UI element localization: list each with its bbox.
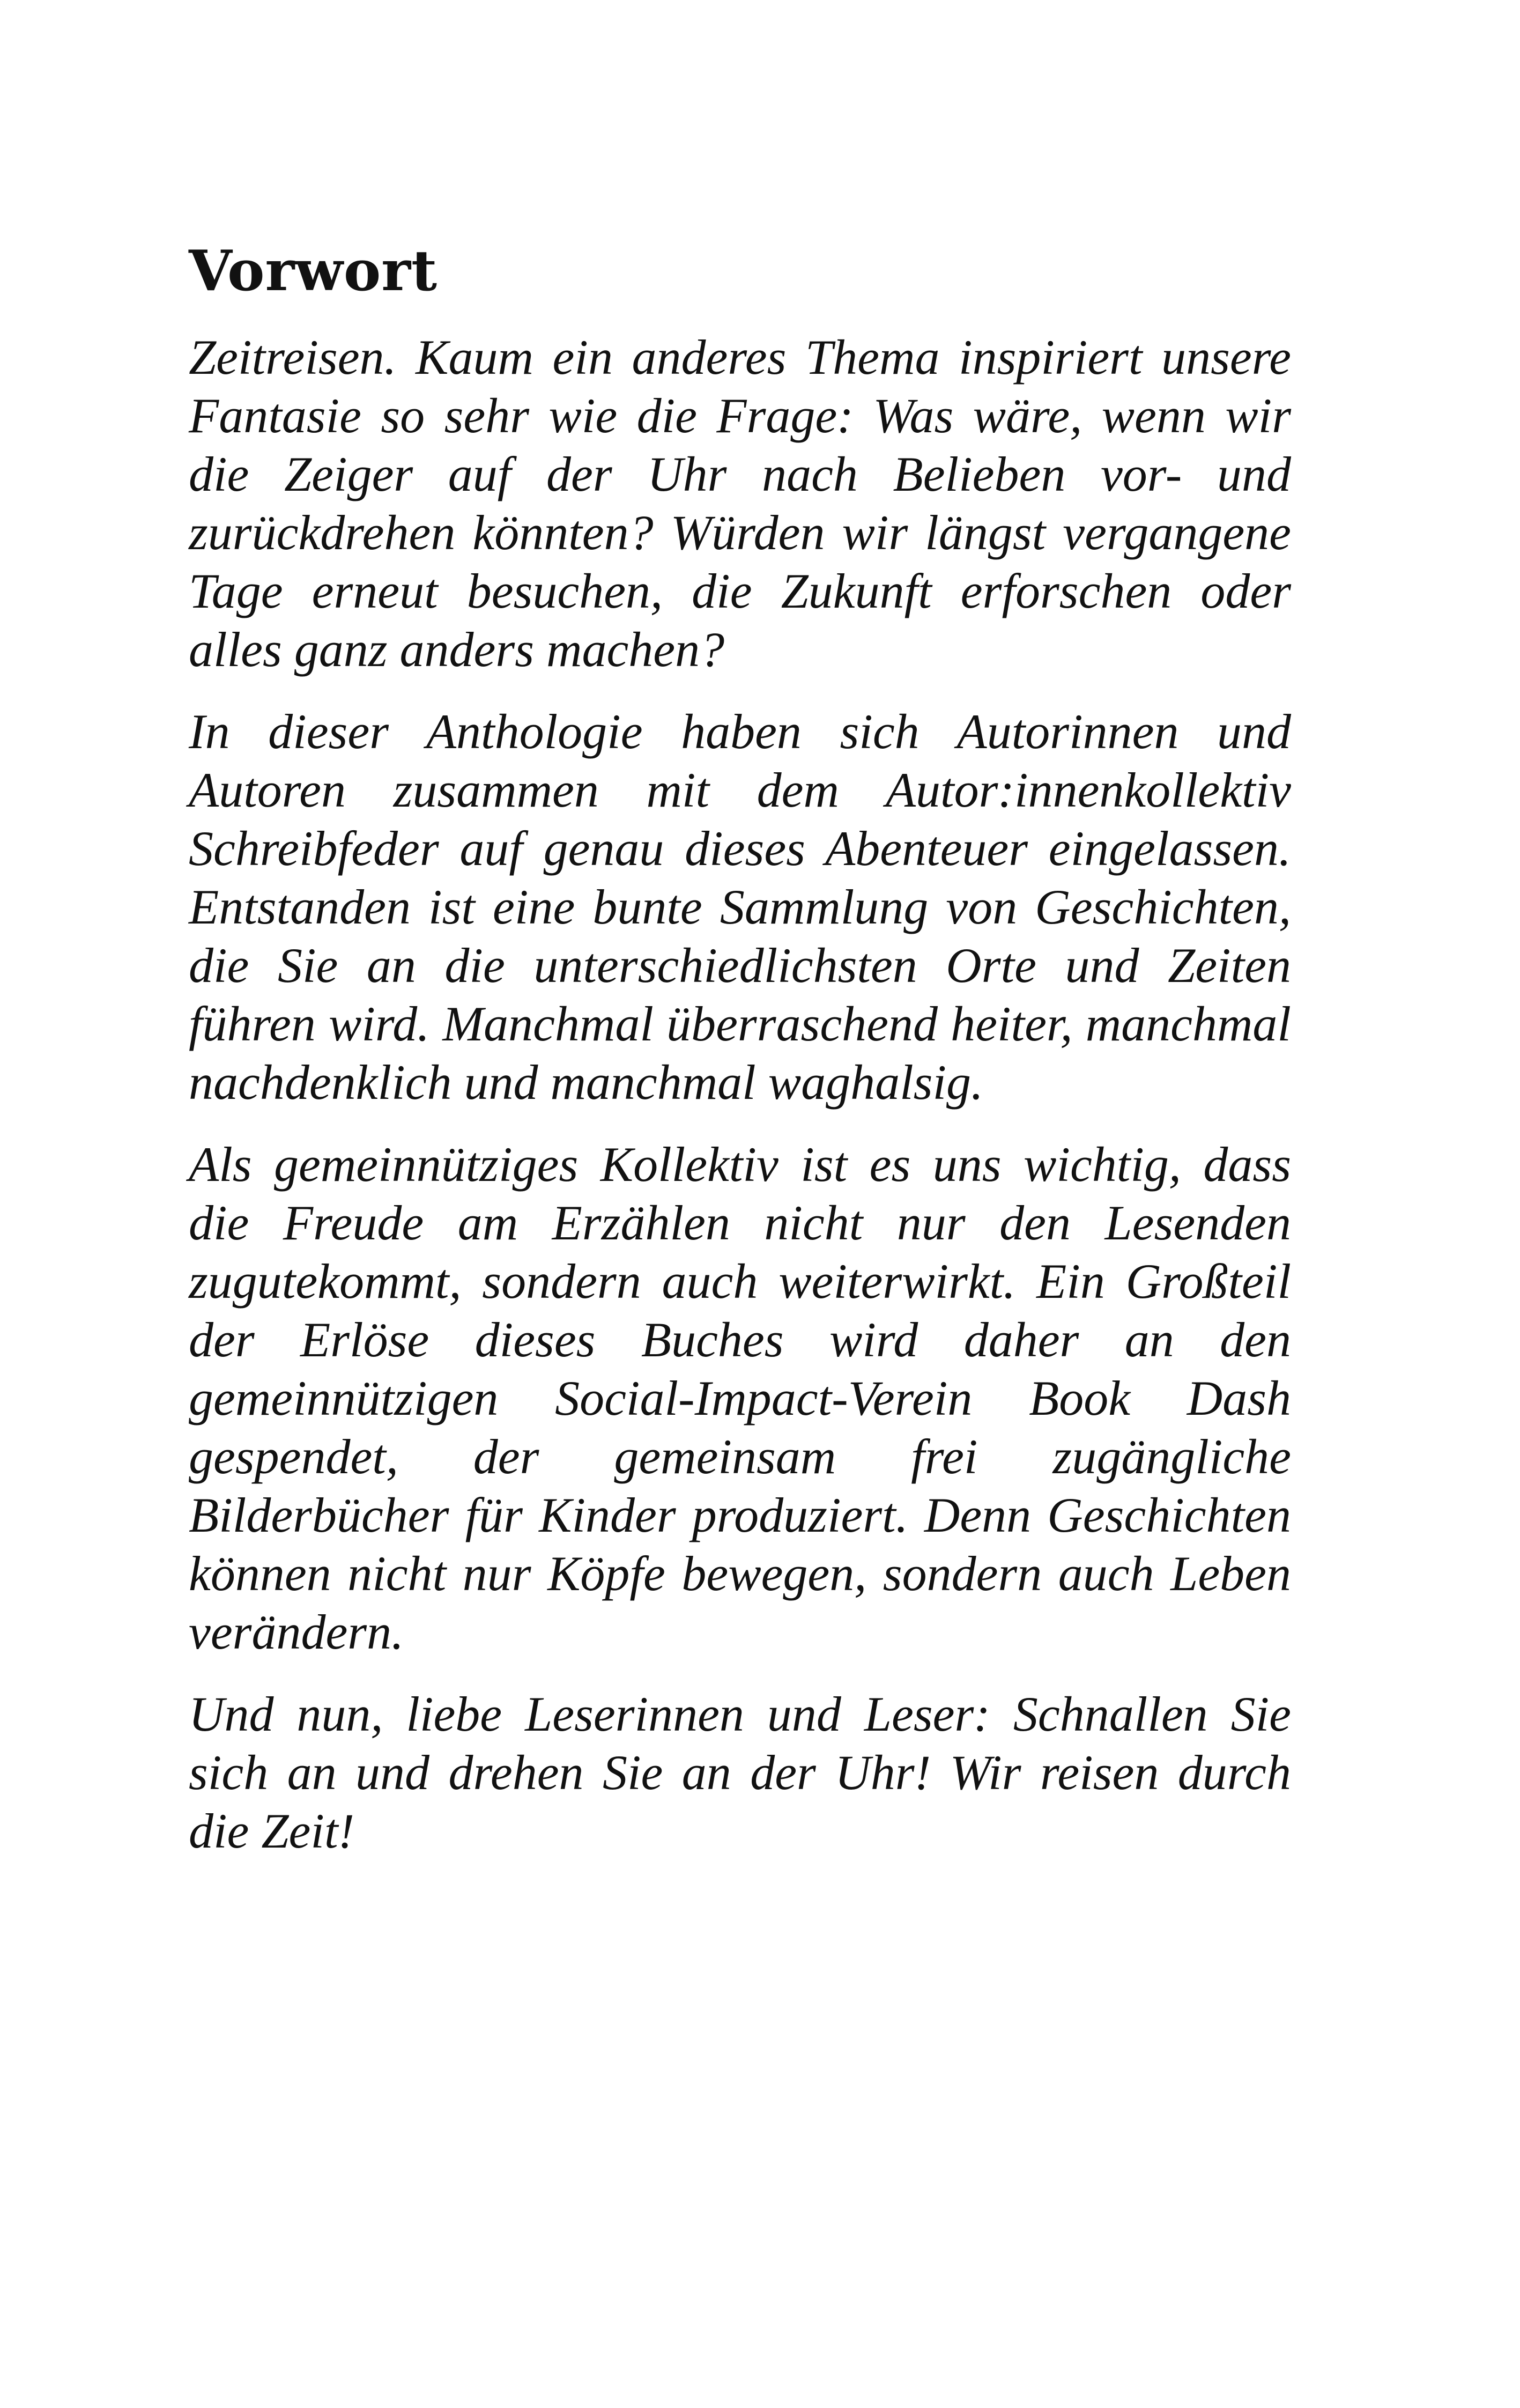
- page-content: [189, 231, 1291, 1860]
- paragraph-intro: Zeitreisen. Kaum ein anderes Thema inspiriert unsere Fantasie so sehr wie die Frage: Was wäre, wenn wir die Zeiger auf der Uhr nach Belieben vor- und zurückdrehen könnten? Würden wir längst vergangene Tage erneut besuchen, die Zukunft erforschen oder alles ganz anders machen?: [189, 330, 1291, 677]
- paragraph-charity: Als gemeinnütziges Kollektiv ist es uns wichtig, dass die Freude am Erzählen nicht nur den Lesenden zugutekommt, sondern auch weiterwirkt. Ein Großteil der Erlöse dieses Buches wird daher an den gemeinnützigen Social-Impact-Verein Book Dash gespendet, der gemeinsam frei zugängliche Bilderbücher für Kinder produziert. Denn Geschichten können nicht nur Köpfe bewegen, sondern auch Leben verändern.: [189, 1137, 1291, 1659]
- paragraph-closing: Und nun, liebe Leserinnen und Leser: Schnallen Sie sich an und drehen Sie an der Uhr! Wir reisen durch die Zeit!: [189, 1687, 1291, 1858]
- paragraph-anthology: In dieser Anthologie haben sich Autorinnen und Autoren zusammen mit dem Autor:innenkollektiv Schreibfeder auf genau dieses Abenteuer eingelassen. Entstanden ist eine bunte Sammlung von Geschichten, die Sie an die unterschiedlichsten Orte und Zeiten führen wird. Manchmal überraschend heiter, manchmal nachdenklich und manchmal waghalsig.: [189, 704, 1291, 1110]
- page-title: Vorwort: [189, 238, 438, 304]
